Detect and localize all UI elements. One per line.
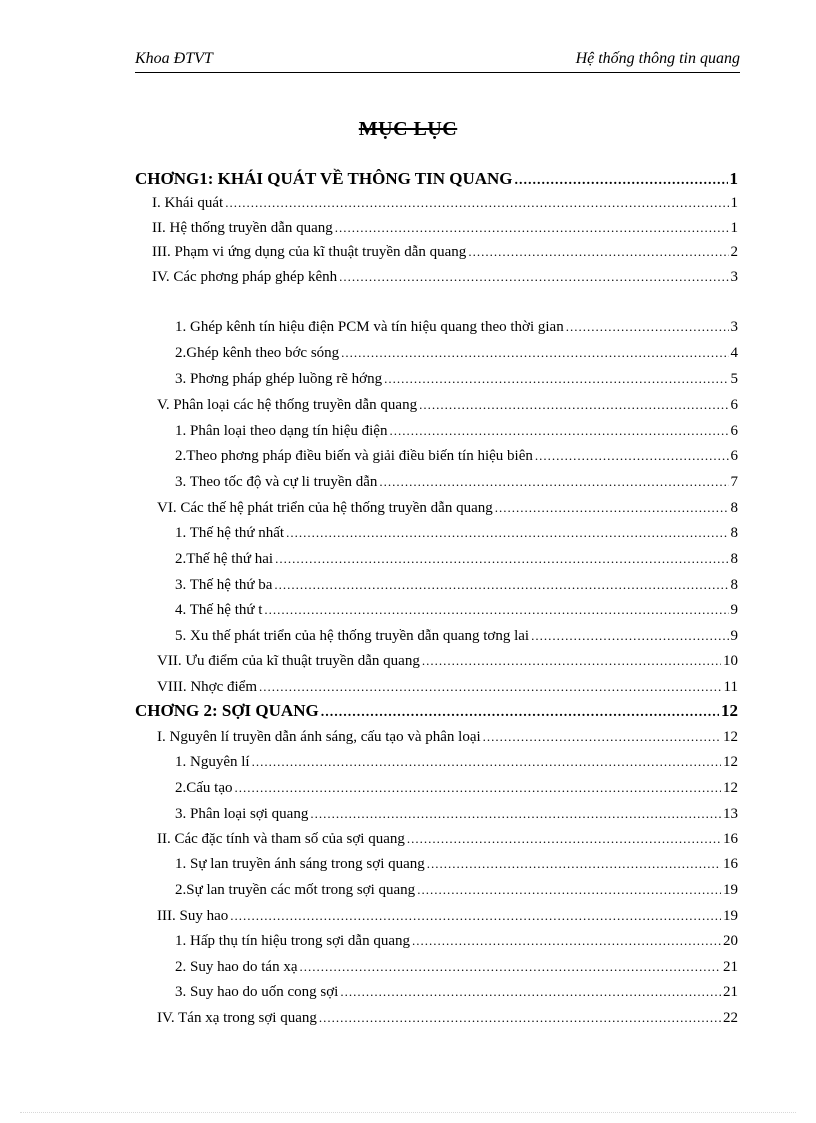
header-document-title: Hệ thống thông tin quang bbox=[575, 50, 740, 67]
toc-subsection[interactable] bbox=[175, 779, 738, 799]
toc-entry-label: 5. Xu thế phát triển của hệ thống truyền dẫn quang tơng lai bbox=[175, 628, 530, 644]
toc-subsection[interactable] bbox=[175, 370, 738, 390]
toc-entry-label: I. Khái quát bbox=[152, 195, 224, 211]
leader-dots bbox=[566, 318, 729, 336]
leader-dots bbox=[299, 958, 721, 976]
toc-page-number: 4 bbox=[730, 345, 738, 361]
toc-page-number: 12 bbox=[723, 780, 738, 796]
toc-section[interactable] bbox=[157, 499, 738, 519]
leader-dots bbox=[274, 576, 728, 594]
page-footer-rule bbox=[20, 1112, 796, 1113]
toc-section[interactable] bbox=[152, 268, 738, 288]
toc-page-number: 22 bbox=[723, 1010, 738, 1026]
toc-page-number: 8 bbox=[730, 551, 738, 567]
header-department: Khoa ĐTVT bbox=[135, 50, 213, 67]
leader-dots bbox=[340, 983, 721, 1001]
toc-section[interactable] bbox=[152, 194, 738, 214]
toc-entry-label: 2.Cấu tạo bbox=[175, 780, 233, 796]
toc-entry-label: 1. Thế hệ thứ nhất bbox=[175, 525, 285, 541]
toc-page-number: 13 bbox=[723, 806, 738, 822]
leader-dots bbox=[417, 881, 721, 899]
toc-entry-label: V. Phân loại các hệ thống truyền dẫn quang bbox=[157, 397, 418, 413]
toc-subsection[interactable] bbox=[175, 932, 738, 952]
toc-page-number: 21 bbox=[723, 959, 738, 975]
leader-dots bbox=[310, 805, 721, 823]
toc-subsection[interactable] bbox=[175, 805, 738, 825]
toc-page-number: 20 bbox=[723, 933, 738, 949]
leader-dots bbox=[495, 499, 729, 517]
toc-entry-label: III. Suy hao bbox=[157, 908, 229, 924]
leader-dots bbox=[427, 855, 721, 873]
leader-dots bbox=[422, 652, 721, 670]
toc-entry-label: II. Các đặc tính và tham số của sợi quang bbox=[157, 831, 405, 847]
toc-entry-label: 4. Thế hệ thứ t bbox=[175, 602, 263, 618]
toc-page-number: 7 bbox=[730, 474, 738, 490]
toc-subsection[interactable] bbox=[175, 524, 738, 544]
toc-entry-label: 1. Phân loại theo dạng tín hiệu điện bbox=[175, 423, 388, 439]
leader-dots bbox=[389, 422, 728, 440]
leader-dots bbox=[275, 550, 728, 568]
toc-page-number: 6 bbox=[730, 397, 738, 413]
toc-page-number: 8 bbox=[730, 577, 738, 593]
leader-dots bbox=[341, 344, 728, 362]
toc-entry-label: IV. Các phơng pháp ghép kênh bbox=[152, 269, 338, 285]
leader-dots bbox=[259, 678, 722, 696]
toc-subsection[interactable] bbox=[175, 550, 738, 570]
toc-page-number: 3 bbox=[730, 269, 738, 285]
leader-dots bbox=[321, 704, 719, 722]
toc-section[interactable] bbox=[152, 219, 738, 239]
toc-subsection[interactable] bbox=[175, 958, 738, 978]
leader-dots bbox=[252, 753, 721, 771]
toc-entry-label: IV. Tán xạ trong sợi quang bbox=[157, 1010, 317, 1026]
toc-page-number: 3 bbox=[730, 319, 738, 335]
toc-entry-label: I. Nguyên lí truyền dẫn ánh sáng, cấu tạo và phân loại bbox=[157, 729, 481, 745]
toc-entry-label: II. Hệ thống truyền dẫn quang bbox=[152, 220, 333, 236]
toc-subsection[interactable] bbox=[175, 627, 738, 647]
toc-entry-label: 2. Suy hao do tán xạ bbox=[175, 959, 298, 975]
toc-entry-label: 1. Ghép kênh tín hiệu điện PCM và tín hiệu quang theo thời gian bbox=[175, 319, 564, 335]
leader-dots bbox=[235, 779, 722, 797]
toc-chapter-1[interactable] bbox=[135, 170, 738, 190]
toc-entry-label: CHƠNG1: KHÁI QUÁT VỀ THÔNG TIN QUANG bbox=[135, 169, 513, 188]
toc-page-number: 11 bbox=[723, 679, 738, 695]
toc-entry-label: 2.Thế hệ thứ hai bbox=[175, 551, 274, 567]
leader-dots bbox=[407, 830, 721, 848]
leader-dots bbox=[468, 243, 728, 261]
toc-entry-label: 3. Phơng pháp ghép luồng rẽ hớng bbox=[175, 371, 383, 387]
toc-subsection[interactable] bbox=[175, 344, 738, 364]
leader-dots bbox=[535, 447, 729, 465]
toc-subsection[interactable] bbox=[175, 983, 738, 1003]
leader-dots bbox=[515, 172, 728, 190]
leader-dots bbox=[379, 473, 728, 491]
toc-page-number: 9 bbox=[730, 628, 738, 644]
leader-dots bbox=[335, 219, 729, 237]
toc-chapter-2[interactable] bbox=[135, 702, 738, 722]
toc-page-number: 10 bbox=[723, 653, 738, 669]
toc-entry-label: 3. Thế hệ thứ ba bbox=[175, 577, 273, 593]
toc-subsection[interactable] bbox=[175, 855, 738, 875]
toc-page-number: 1 bbox=[730, 220, 738, 236]
toc-subsection[interactable] bbox=[175, 576, 738, 596]
toc-page-number: 5 bbox=[730, 371, 738, 387]
toc-page-number: 1 bbox=[730, 195, 738, 211]
toc-page-number: 8 bbox=[730, 525, 738, 541]
toc-section[interactable] bbox=[157, 652, 738, 672]
leader-dots bbox=[319, 1009, 721, 1027]
toc-page-number: 2 bbox=[730, 244, 738, 260]
toc-entry-label: III. Phạm vi ứng dụng của kĩ thuật truyền dẫn quang bbox=[152, 244, 467, 260]
toc-entry-label: CHƠNG 2: SỢI QUANG bbox=[135, 701, 319, 720]
toc-page-number: 19 bbox=[723, 882, 738, 898]
toc-subsection[interactable] bbox=[175, 318, 738, 338]
leader-dots bbox=[230, 907, 721, 925]
leader-dots bbox=[264, 601, 728, 619]
leader-dots bbox=[483, 728, 721, 746]
toc-entry-label: 1. Hấp thụ tín hiệu trong sợi dẫn quang bbox=[175, 933, 410, 949]
toc-page-number: 12 bbox=[723, 729, 738, 745]
toc-entry-label: VIII. Nhợc điểm bbox=[157, 679, 257, 695]
toc-entry-label: 2.Ghép kênh theo bớc sóng bbox=[175, 345, 340, 361]
toc-subsection[interactable] bbox=[175, 422, 738, 442]
leader-dots bbox=[412, 932, 721, 950]
leader-dots bbox=[419, 396, 728, 414]
toc-section[interactable] bbox=[157, 907, 738, 927]
toc-subsection[interactable] bbox=[175, 447, 738, 467]
toc-section[interactable] bbox=[157, 396, 738, 416]
toc-page-number: 12 bbox=[721, 701, 738, 720]
leader-dots bbox=[339, 268, 728, 286]
toc-page-number: 6 bbox=[730, 448, 738, 464]
toc-entry-label: 2.Sự lan truyền các mốt trong sợi quang bbox=[175, 882, 416, 898]
toc-section[interactable] bbox=[157, 678, 738, 698]
leader-dots bbox=[225, 194, 728, 212]
toc-subsection[interactable] bbox=[175, 601, 738, 621]
toc-page-number: 21 bbox=[723, 984, 738, 1000]
toc-page-number: 16 bbox=[723, 831, 738, 847]
toc-page-number: 9 bbox=[730, 602, 738, 618]
toc-page-number: 8 bbox=[730, 500, 738, 516]
toc-section[interactable] bbox=[152, 243, 738, 263]
toc-section[interactable] bbox=[157, 830, 738, 850]
toc-entry-label: 1. Sự lan truyền ánh sáng trong sợi quang bbox=[175, 856, 425, 872]
toc-section[interactable] bbox=[157, 728, 738, 748]
leader-dots bbox=[384, 370, 728, 388]
toc-subsection[interactable] bbox=[175, 473, 738, 493]
toc-title: MỤC LỤC bbox=[358, 118, 458, 140]
leader-dots bbox=[286, 524, 728, 542]
toc-subsection[interactable] bbox=[175, 753, 738, 773]
toc-entry-label: 2.Theo phơng pháp điều biến và giải điều biến tín hiệu biên bbox=[175, 448, 533, 464]
toc-page-number: 6 bbox=[730, 423, 738, 439]
toc-entry-label: 1. Nguyên lí bbox=[175, 754, 250, 770]
leader-dots bbox=[531, 627, 728, 645]
toc-subsection[interactable] bbox=[175, 881, 738, 901]
toc-page-number: 19 bbox=[723, 908, 738, 924]
toc-entry-label: VII. Ưu điểm của kĩ thuật truyền dẫn quang bbox=[157, 653, 420, 669]
toc-entry-label: 3. Phân loại sợi quang bbox=[175, 806, 309, 822]
toc-page-number: 16 bbox=[723, 856, 738, 872]
toc-entry-label: 3. Theo tốc độ và cự li truyền dẫn bbox=[175, 474, 378, 490]
toc-page-number: 1 bbox=[729, 169, 738, 188]
toc-section[interactable] bbox=[157, 1009, 738, 1029]
toc-entry-label: VI. Các thế hệ phát triển của hệ thống truyền dẫn quang bbox=[157, 500, 493, 516]
toc-entry-label: 3. Suy hao do uốn cong sợi bbox=[175, 984, 339, 1000]
toc-page-number: 12 bbox=[723, 754, 738, 770]
